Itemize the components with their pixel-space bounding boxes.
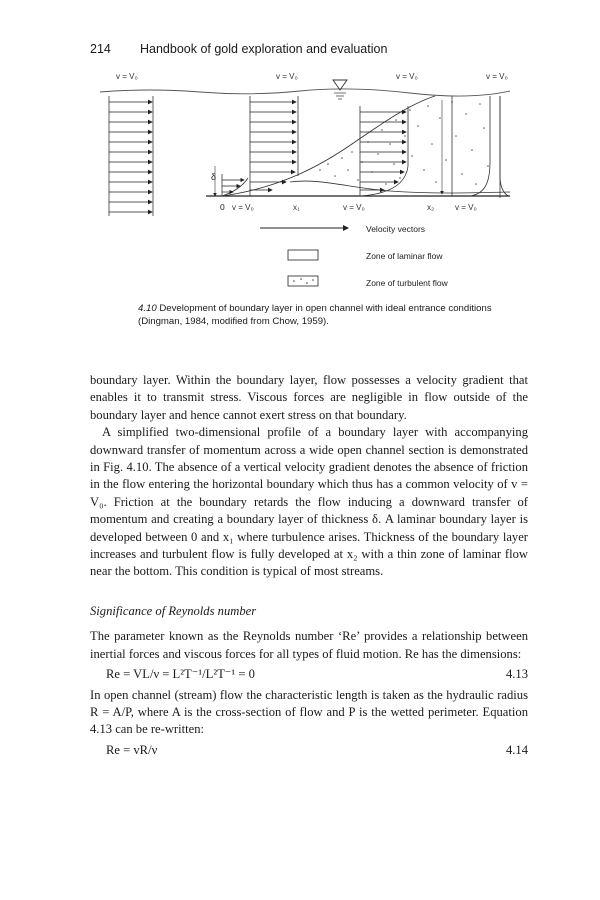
paragraph-2: A simplified two-dimensional profile of a boundary layer with accompanying downward transfer of momentum across a wide open channel section is demonstrated in Fig. 4.10. The absence of a vertical velocity gradient denotes the absence of friction in the flow entering the horizontal boundary which thus has a common velocity of v = V₀. Friction at the boundary retards the flow inducing a downward transfer of momentum and creating a boundary layer of thickness δ. A laminar boundary layer is developed between 0 and x₁ where turbulence arises. Thickness of the boundary layer increases and turbulent flow is fully developed at x₂ with a thin zone of laminar flow near the bottom. This condition is typical of most streams. <box>90 425 528 579</box>
velocity-profile-2 <box>250 96 298 196</box>
velocity-profile-1 <box>109 96 153 216</box>
section-title: Significance of Reynolds number <box>90 603 257 618</box>
legend-turbulent-swatch <box>288 276 318 286</box>
legend-turbulent: Zone of turbulent flow <box>366 278 448 288</box>
caption-number: 4.10 <box>138 303 157 314</box>
boundary-layer-figure <box>90 66 510 296</box>
label-v-v0-3: v = V₀ <box>396 72 418 81</box>
equation-4-14-expr: Re = vR/ν <box>106 742 158 757</box>
legend-laminar-swatch <box>288 250 318 260</box>
velocity-profile-4 <box>442 96 510 198</box>
equation-4-13-number: 4.13 <box>505 667 528 682</box>
label-v-v0-mid: v = V₀ <box>343 203 365 212</box>
legend-velocity-vectors: Velocity vectors <box>366 224 426 234</box>
running-title: Handbook of gold exploration and evaluation <box>140 42 388 56</box>
label-v-v0-2: v = V₀ <box>276 72 298 81</box>
label-v-v0-right: v = V₀ <box>455 203 477 212</box>
label-v-v0-1: v = V₀ <box>116 72 138 81</box>
paragraph-1: boundary layer. Within the boundary layer, flow possesses a velocity gradient that enables it to transmit stress. Viscous forces are negligible in flow outside of the boundary layer and hence cannot exert stress on that boundary. <box>90 373 528 422</box>
label-x2: x₂ <box>427 203 435 212</box>
paragraph-4: In open channel (stream) flow the characteristic length is taken as the hydraulic radius R = A/P, where A is the cross-section of flow and P is the wetted perimeter. Equation 4.13 can be re-written: <box>90 687 528 737</box>
legend <box>260 224 449 288</box>
label-zero: 0 <box>220 202 225 212</box>
equation-4-14-number: 4.14 <box>505 742 528 757</box>
caption-text: Development of boundary layer in open channel with ideal entrance conditions (Dingman, 1984, modified from Chow, 1959). <box>138 303 492 327</box>
velocity-profile-3 <box>360 106 408 196</box>
page-number: 214 <box>90 42 111 56</box>
water-surface <box>100 89 510 96</box>
body-text <box>90 372 528 762</box>
running-header <box>90 42 387 56</box>
equation-4-13 <box>90 666 528 683</box>
label-delta: δ <box>211 172 217 182</box>
laminar-profile <box>211 166 248 196</box>
equation-4-14 <box>90 742 528 759</box>
paragraph-3: The parameter known as the Reynolds number ‘Re’ provides a relationship between inertial forces and viscous forces for all types of fluid motion. Re has the dimensions: <box>90 629 528 661</box>
boundary-layer-outer <box>222 96 435 196</box>
label-x1: x₁ <box>293 203 300 212</box>
figure-caption <box>138 302 538 328</box>
label-v-v0-bottom: v = V₀ <box>232 203 254 212</box>
label-v-v0-4: v = V₀ <box>486 72 508 81</box>
legend-laminar: Zone of laminar flow <box>366 251 443 261</box>
equation-4-13-expr: Re = VL/ν = L²T⁻¹/L²T⁻¹ = 0 <box>106 667 255 682</box>
